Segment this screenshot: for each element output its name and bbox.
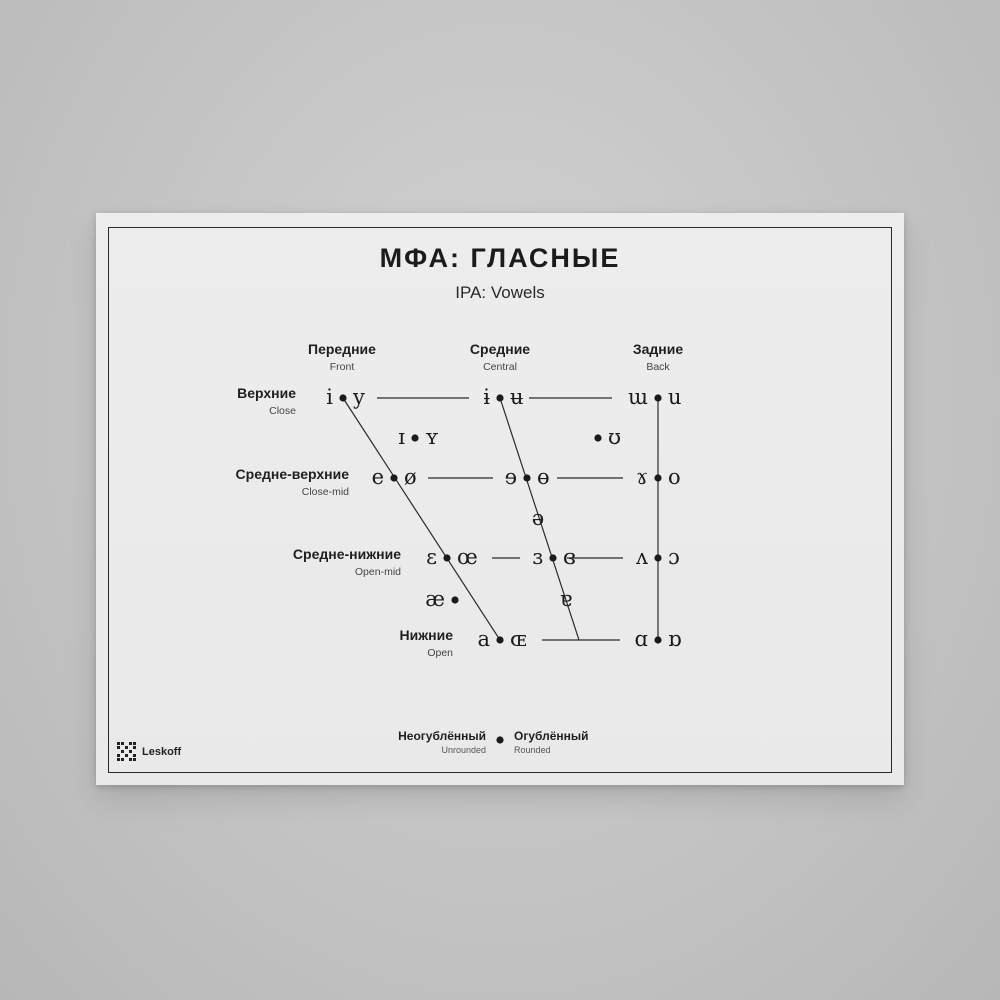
- row-close-sublabel: Close: [269, 405, 296, 417]
- vowel-unrounded: a: [477, 627, 490, 651]
- vowel-dot: [523, 474, 530, 481]
- chart-title: МФА: ГЛАСНЫЕ: [379, 243, 621, 273]
- vowel-unrounded: e: [371, 465, 384, 489]
- row-open-sublabel: Open: [427, 647, 453, 659]
- vowel-dot: [654, 554, 661, 561]
- legend-dot: [496, 736, 503, 743]
- vowel-dot: [443, 554, 450, 561]
- vowel-dot: [339, 394, 346, 401]
- vowel-pair: [425, 587, 458, 611]
- poster: [96, 213, 904, 785]
- vowel-dot: [549, 554, 556, 561]
- row-close-label: Верхние: [237, 385, 296, 401]
- vowel-rounded: u: [668, 385, 682, 409]
- row-headers: [236, 385, 454, 659]
- vowel-pair: [560, 587, 573, 611]
- row-closemid-sublabel: Close-mid: [301, 486, 349, 498]
- vowel-dot: [654, 394, 661, 401]
- vowel-rounded: o: [668, 465, 681, 489]
- vowel-rounded: ʊ: [608, 425, 622, 449]
- vowel-unrounded: ɨ: [483, 385, 490, 409]
- legend-unrounded-label: Неогублённый: [398, 729, 486, 743]
- line-front-diagonal: [343, 398, 500, 640]
- vowel-rounded: ʏ: [425, 425, 439, 449]
- vowel-pair: [594, 425, 621, 449]
- vowel-dot: [496, 636, 503, 643]
- column-headers: [308, 341, 683, 373]
- row-openmid-label: Средне-нижние: [292, 546, 401, 562]
- vowel-unrounded: ɤ: [636, 465, 648, 489]
- vowel-unrounded: ʌ: [636, 545, 648, 569]
- brand: [117, 742, 181, 761]
- legend: [398, 729, 588, 755]
- vowel-dot: [654, 474, 661, 481]
- vowel-dot: [451, 596, 458, 603]
- vowel-unrounded: ɯ: [628, 385, 648, 409]
- vowel-unrounded: ɪ: [398, 425, 405, 449]
- row-closemid-label: Средне-верхние: [235, 466, 349, 482]
- column-front-sublabel: Front: [329, 361, 355, 373]
- vowel-unrounded: ɐ: [559, 587, 573, 611]
- vowel-pair: [483, 385, 523, 409]
- vowel-rounded: ɵ: [537, 465, 550, 489]
- vowel-dot: [496, 394, 503, 401]
- vowel-pair: [326, 385, 365, 409]
- vowel-pair: [372, 465, 417, 489]
- vowel-pair: [505, 465, 550, 489]
- vowel-pair: [477, 627, 526, 651]
- vowel-dot: [594, 434, 601, 441]
- vowel-rounded: ɔ: [668, 545, 680, 569]
- column-back-label: Задние: [632, 341, 684, 357]
- column-back-sublabel: Back: [646, 361, 670, 373]
- brand-name: Leskoff: [142, 745, 182, 758]
- vowel-dot: [411, 434, 418, 441]
- vowel-unrounded: ɜ: [532, 545, 543, 569]
- vowel-pair: [398, 425, 439, 449]
- vowel-unrounded: æ: [425, 587, 445, 611]
- chart-subtitle: IPA: Vowels: [455, 283, 545, 302]
- vowel-rounded: ʉ: [510, 385, 524, 409]
- vowel-points: [326, 385, 681, 651]
- vowel-dot: [654, 636, 661, 643]
- legend-unrounded-sublabel: Unrounded: [441, 745, 486, 755]
- vowel-chart: [96, 213, 904, 785]
- qr-code-icon: [117, 742, 136, 761]
- vowel-unrounded: ɘ: [504, 465, 517, 489]
- vowel-pair: [628, 385, 681, 409]
- column-central-sublabel: Central: [483, 361, 517, 373]
- row-open-label: Нижние: [399, 627, 453, 643]
- vowel-unrounded: ə: [531, 506, 545, 530]
- vowel-rounded: ɶ: [510, 627, 527, 651]
- column-central-label: Средние: [469, 341, 531, 357]
- vowel-unrounded: i: [326, 385, 333, 409]
- vowel-unrounded: ɑ: [634, 627, 648, 651]
- vowel-rounded: y: [353, 385, 365, 409]
- vowel-pair: [532, 506, 544, 530]
- legend-rounded-sublabel: Rounded: [514, 745, 551, 755]
- vowel-dot: [390, 474, 397, 481]
- vowel-rounded: ɞ: [563, 545, 576, 569]
- vowel-rounded: ø: [404, 465, 417, 489]
- vowel-rounded: ɒ: [668, 627, 682, 651]
- vowel-unrounded: ɛ: [426, 545, 437, 569]
- column-front-label: Передние: [308, 341, 376, 357]
- row-openmid-sublabel: Open-mid: [354, 566, 401, 578]
- legend-rounded-label: Огублённый: [514, 729, 589, 743]
- vowel-rounded: œ: [457, 545, 478, 569]
